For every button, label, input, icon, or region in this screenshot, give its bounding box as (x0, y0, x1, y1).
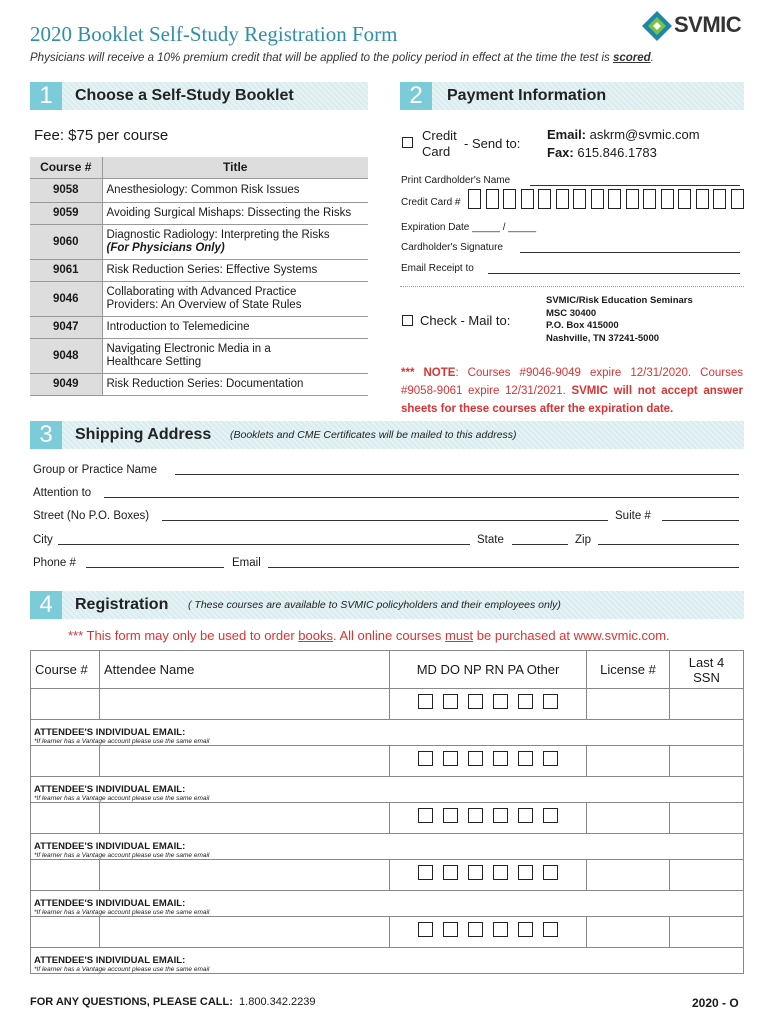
attendee-email-label: ATTENDEE'S INDIVIDUAL EMAIL: (34, 727, 186, 738)
course-number: 9046 (30, 281, 102, 316)
course-number: 9048 (30, 338, 102, 373)
attendee-email-label: ATTENDEE'S INDIVIDUAL EMAIL: (34, 784, 186, 795)
credential-checkbox[interactable] (468, 808, 483, 823)
street-label: Street (No P.O. Boxes) (33, 510, 150, 522)
reg-col-ssn: Last 4 SSN (670, 651, 744, 689)
credit-card-digit-box[interactable] (556, 189, 569, 209)
credential-checkbox[interactable] (518, 694, 533, 709)
reg-credentials-cell (390, 803, 587, 834)
credential-checkbox[interactable] (418, 751, 433, 766)
course-row (30, 259, 368, 281)
signature-label: Cardholder's Signature (401, 242, 503, 253)
check-label: Check - Mail to: (420, 313, 511, 328)
attendee-email-note: *If learner has a Vantage account please use the same email (34, 738, 210, 745)
email-contact: Email: askrm@svmic.com (547, 127, 700, 142)
registration-row (31, 746, 744, 777)
reg-course-cell[interactable] (31, 803, 100, 834)
email-receipt-label: Email Receipt to (401, 263, 474, 274)
course-number: 9059 (30, 202, 102, 224)
credential-checkbox[interactable] (518, 808, 533, 823)
section2-label: Payment Information (447, 87, 607, 104)
reg-license-cell[interactable] (587, 917, 670, 948)
reg-attendee-cell[interactable] (100, 746, 390, 777)
credential-checkbox[interactable] (493, 922, 508, 937)
credit-card-digit-box[interactable] (626, 189, 639, 209)
form-code: 2020 - O (692, 996, 739, 1010)
credit-card-digit-box[interactable] (713, 189, 726, 209)
course-title: Avoiding Surgical Mishaps: Dissecting the Risks (102, 202, 368, 224)
credit-card-digit-box[interactable] (696, 189, 709, 209)
credit-card-digit-box[interactable] (731, 189, 744, 209)
course-title: Anesthesiology: Common Risk Issues (102, 178, 368, 202)
course-row (30, 178, 368, 202)
send-to-label: - Send to: (464, 136, 521, 151)
mail-address: SVMIC/Risk Education Seminars MSC 30400 P.O. Box 415000 Nashville, TN 37241-5000 (546, 295, 693, 344)
attendee-email-note: *If learner has a Vantage account please use the same email (34, 795, 210, 802)
zip-label: Zip (575, 534, 591, 546)
credential-checkbox[interactable] (418, 922, 433, 937)
group-field[interactable] (175, 463, 739, 475)
attendee-email-label: ATTENDEE'S INDIVIDUAL EMAIL: (34, 841, 186, 852)
credit-card-digit-box[interactable] (573, 189, 586, 209)
credit-card-digit-box[interactable] (643, 189, 656, 209)
attention-field[interactable] (104, 486, 739, 498)
reg-license-cell[interactable] (587, 803, 670, 834)
credit-card-label: Credit Card (422, 128, 457, 159)
section4-note: ( These courses are available to SVMIC policyholders and their employees only) (188, 599, 561, 611)
credit-card-digit-box[interactable] (521, 189, 534, 209)
reg-col-license: License # (587, 651, 670, 689)
registration-row (31, 860, 744, 891)
credential-checkbox[interactable] (518, 922, 533, 937)
zip-field[interactable] (598, 533, 739, 545)
section4-label: Registration (75, 596, 169, 613)
section2-number: 2 (400, 82, 432, 110)
credit-card-digit-box[interactable] (538, 189, 551, 209)
reg-credentials-cell (390, 917, 587, 948)
reg-ssn-cell[interactable] (670, 803, 744, 834)
attendee-email-row[interactable] (31, 834, 744, 860)
suite-label: Suite # (615, 510, 651, 522)
section3-label: Shipping Address (75, 426, 212, 443)
credit-card-digit-box[interactable] (678, 189, 691, 209)
credit-card-digit-box[interactable] (661, 189, 674, 209)
course-row (30, 224, 368, 259)
credit-card-number-boxes[interactable] (468, 189, 748, 214)
credential-checkbox[interactable] (518, 751, 533, 766)
credential-checkbox[interactable] (493, 865, 508, 880)
course-row (30, 281, 368, 316)
section3-note: (Booklets and CME Certificates will be mailed to this address) (230, 429, 517, 441)
credential-checkbox[interactable] (443, 694, 458, 709)
reg-license-cell[interactable] (587, 746, 670, 777)
course-row (30, 202, 368, 224)
reg-attendee-cell[interactable] (100, 860, 390, 891)
reg-ssn-cell[interactable] (670, 860, 744, 891)
attendee-email-cell[interactable] (31, 834, 744, 860)
reg-ssn-cell[interactable] (670, 917, 744, 948)
credential-checkbox[interactable] (543, 808, 558, 823)
attendee-email-row[interactable] (31, 777, 744, 803)
books-only-warning: *** This form may only be used to order books. All online courses must be purchased at www.svmic.com. (68, 628, 670, 643)
reg-credentials-cell (390, 689, 587, 720)
course-number: 9047 (30, 316, 102, 338)
course-number: 9058 (30, 178, 102, 202)
divider (400, 286, 744, 287)
reg-col-course: Course # (31, 651, 100, 689)
state-field[interactable] (512, 533, 568, 545)
course-row (30, 338, 368, 373)
course-title: Risk Reduction Series: Documentation (102, 373, 368, 395)
course-title: Diagnostic Radiology: Interpreting the Risks (For Physicians Only) (102, 224, 368, 259)
form-title: 2020 Booklet Self-Study Registration Form (30, 22, 398, 46)
reg-ssn-cell[interactable] (670, 689, 744, 720)
reg-license-cell[interactable] (587, 689, 670, 720)
credential-checkbox[interactable] (443, 865, 458, 880)
form-subtitle: Physicians will receive a 10% premium credit that will be applied to the policy period in effect at the time the test is scored. (30, 52, 654, 64)
reg-license-cell[interactable] (587, 860, 670, 891)
credit-card-digit-box[interactable] (608, 189, 621, 209)
registration-row (31, 689, 744, 720)
registration-row (31, 803, 744, 834)
reg-credentials-cell (390, 746, 587, 777)
credential-checkbox[interactable] (443, 922, 458, 937)
email-label: Email (232, 557, 261, 569)
attendee-email-row[interactable] (31, 891, 744, 917)
svmic-logo: SVMIC (674, 12, 742, 37)
course-number: 9061 (30, 259, 102, 281)
print-name-field[interactable] (530, 174, 740, 186)
attendee-email-note: *If learner has a Vantage account please use the same email (34, 909, 210, 916)
col-title-header: Title (102, 157, 368, 178)
credential-checkbox[interactable] (418, 808, 433, 823)
attendee-email-cell[interactable] (31, 891, 744, 917)
phone-label: Phone # (33, 557, 76, 569)
reg-col-attendee: Attendee Name (100, 651, 390, 689)
suite-field[interactable] (662, 509, 739, 521)
credit-card-digit-box[interactable] (486, 189, 499, 209)
attendee-email-cell[interactable] (31, 777, 744, 803)
attendee-email-note: *If learner has a Vantage account please use the same email (34, 852, 210, 859)
course-title: Navigating Electronic Media in a Healthcare Setting (102, 338, 368, 373)
fee-text: Fee: $75 per course (34, 127, 169, 144)
course-row (30, 373, 368, 395)
credential-checkbox[interactable] (443, 751, 458, 766)
registration-row (31, 917, 744, 948)
expiration-label: Expiration Date _____ / _____ (401, 222, 537, 233)
reg-course-cell[interactable] (31, 860, 100, 891)
reg-course-cell[interactable] (31, 917, 100, 948)
reg-attendee-cell[interactable] (100, 689, 390, 720)
credential-checkbox[interactable] (543, 865, 558, 880)
city-label: City (33, 534, 53, 546)
credit-card-digit-box[interactable] (591, 189, 604, 209)
section1-number: 1 (30, 82, 62, 110)
credential-checkbox[interactable] (468, 922, 483, 937)
section1-label: Choose a Self-Study Booklet (75, 87, 294, 104)
credential-checkbox[interactable] (468, 694, 483, 709)
attendee-email-label: ATTENDEE'S INDIVIDUAL EMAIL: (34, 955, 186, 966)
credential-checkbox[interactable] (493, 808, 508, 823)
course-row (30, 316, 368, 338)
reg-col-credentials: MD DO NP RN PA Other (390, 651, 587, 689)
credential-checkbox[interactable] (468, 751, 483, 766)
credential-checkbox[interactable] (543, 751, 558, 766)
credential-checkbox[interactable] (418, 865, 433, 880)
reg-attendee-cell[interactable] (100, 803, 390, 834)
reg-attendee-cell[interactable] (100, 917, 390, 948)
credential-checkbox[interactable] (443, 808, 458, 823)
credential-checkbox[interactable] (468, 865, 483, 880)
attendee-email-cell[interactable] (31, 948, 744, 974)
attendee-email-row[interactable] (31, 720, 744, 746)
credit-card-digit-box[interactable] (468, 189, 481, 209)
svmic-logo-icon (642, 11, 672, 41)
section3-number: 3 (30, 421, 62, 449)
course-number: 9060 (30, 224, 102, 259)
print-name-label: Print Cardholder's Name (401, 175, 511, 186)
reg-course-cell[interactable] (31, 746, 100, 777)
email-field[interactable] (268, 556, 739, 568)
attendee-email-row[interactable] (31, 948, 744, 974)
course-title: Collaborating with Advanced Practice Providers: An Overview of State Rules (102, 281, 368, 316)
phone-field[interactable] (86, 556, 224, 568)
credential-checkbox[interactable] (543, 694, 558, 709)
expiration-note: *** NOTE: Courses #9046-9049 expire 12/31/2020. Courses #9058-9061 expire 12/31/2021. SVMIC will not accept answer sheets for these courses after the expiration date. (401, 367, 743, 415)
credential-checkbox[interactable] (493, 694, 508, 709)
reg-credentials-cell (390, 860, 587, 891)
attendee-email-cell[interactable] (31, 720, 744, 746)
credential-checkbox[interactable] (418, 694, 433, 709)
footer-contact: FOR ANY QUESTIONS, PLEASE CALL: 1.800.342.2239 (30, 996, 316, 1008)
section4-number: 4 (30, 591, 62, 619)
street-field[interactable] (162, 509, 608, 521)
courses-table (30, 157, 368, 396)
city-field[interactable] (58, 533, 470, 545)
fax-contact: Fax: 615.846.1783 (547, 145, 657, 160)
check-checkbox[interactable] (402, 315, 413, 326)
credential-checkbox[interactable] (518, 865, 533, 880)
state-label: State (477, 534, 504, 546)
attention-label: Attention to (33, 487, 92, 499)
credit-card-digit-box[interactable] (503, 189, 516, 209)
group-label: Group or Practice Name (33, 464, 157, 476)
registration-table (30, 650, 744, 974)
credit-card-number-label: Credit Card # (401, 197, 461, 208)
email-receipt-field[interactable] (488, 262, 740, 274)
course-number: 9049 (30, 373, 102, 395)
credit-card-checkbox[interactable] (402, 137, 413, 148)
credential-checkbox[interactable] (493, 751, 508, 766)
course-title: Introduction to Telemedicine (102, 316, 368, 338)
course-title: Risk Reduction Series: Effective Systems (102, 259, 368, 281)
reg-ssn-cell[interactable] (670, 746, 744, 777)
reg-course-cell[interactable] (31, 689, 100, 720)
signature-field[interactable] (520, 241, 740, 253)
credential-checkbox[interactable] (543, 922, 558, 937)
attendee-email-label: ATTENDEE'S INDIVIDUAL EMAIL: (34, 898, 186, 909)
attendee-email-note: *If learner has a Vantage account please use the same email (34, 966, 210, 973)
col-course-header: Course # (30, 157, 102, 178)
